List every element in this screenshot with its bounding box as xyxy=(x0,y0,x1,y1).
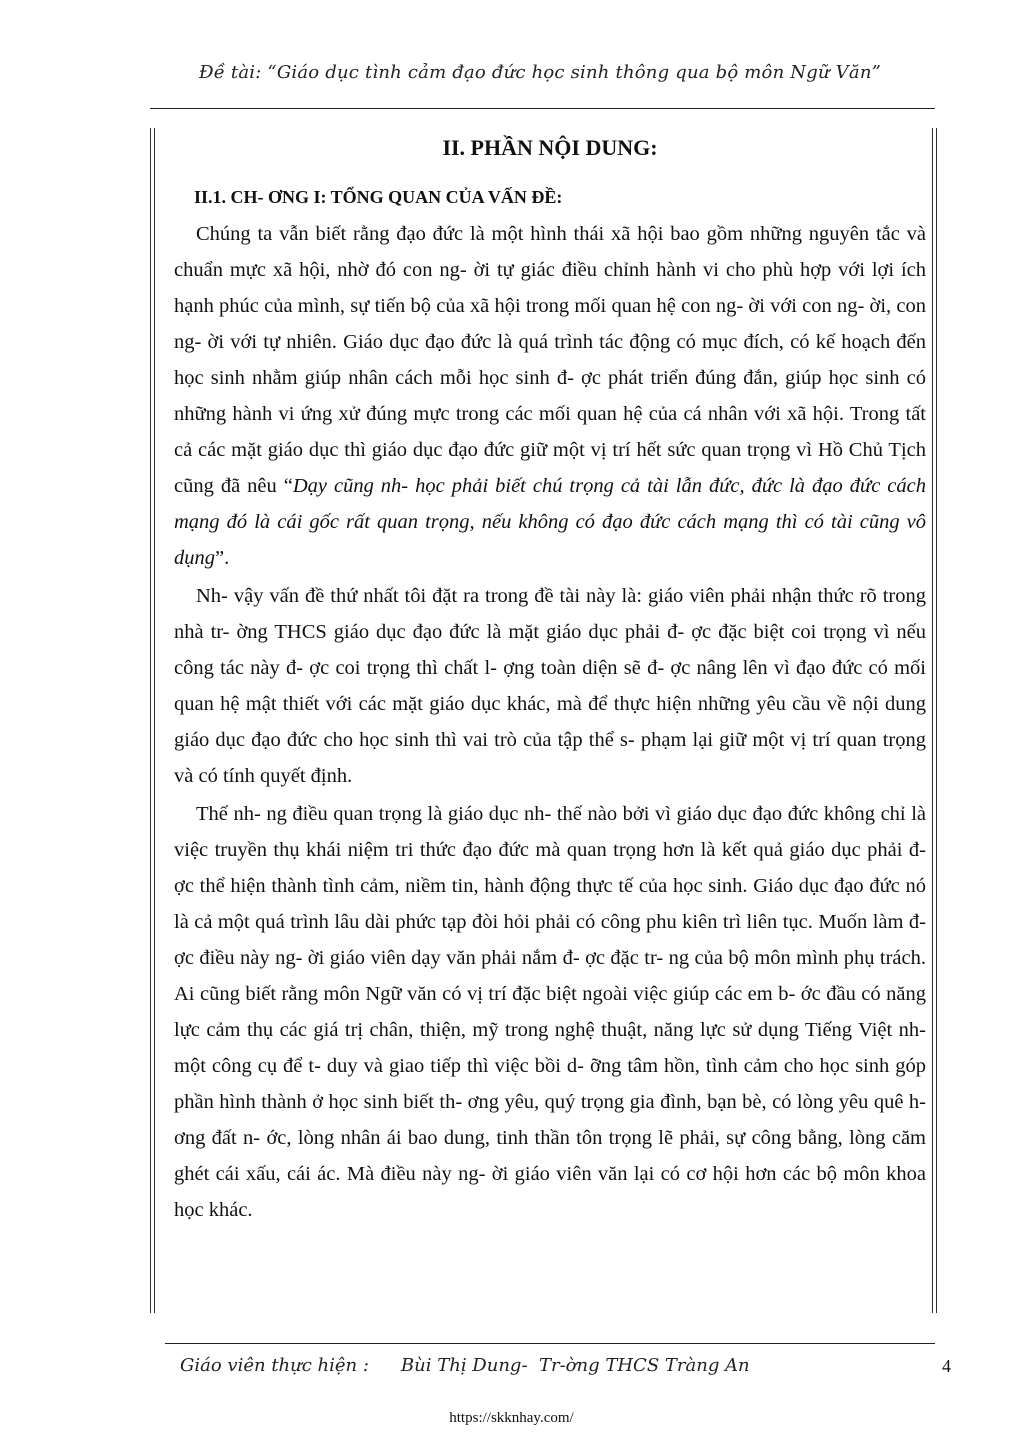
ho-chi-minh-quote: Dạy cũng nh- học phải biết chú trọng cả tài lẫn đức, đức là đạo đức cách mạng đó là cái gốc rất quan trọng, nếu không có đạo đức cách mạng thì có tài cũng vô dụng xyxy=(174,475,926,569)
section-title: II. PHẦN NỘI DUNG: xyxy=(442,135,658,160)
header-divider xyxy=(150,108,935,109)
teacher-name: Bùi Thị Dung- xyxy=(400,1355,528,1376)
paragraph-1 xyxy=(174,216,926,576)
paragraph-1-end: ”. xyxy=(215,547,230,569)
footer-divider xyxy=(165,1343,935,1344)
page-content xyxy=(174,128,926,1228)
teacher-label: Giáo viên thực hiện : xyxy=(180,1355,369,1376)
paragraph-2: Nh- vậy vấn đề thứ nhất tôi đặt ra trong đề tài này là: giáo viên phải nhận thức rõ trong nhà tr- ờng THCS giáo dục đạo đức là mặt giáo dục phải đ- ợc đặc biệt coi trọng vì nếu công tác này đ- ợc coi trọng thì chất l- ợng toàn diện sẽ đ- ợc nâng lên vì đạo đức có mối quan hệ mật thiết với các mặt giáo dục khác, mà để thực hiện những yêu cầu về nội dung giáo dục đạo đức cho học sinh thì vai trò của tập thể s- phạm lại giữ một vị trí quan trọng và có tính quyết định. xyxy=(174,585,926,787)
paragraph-3: Thế nh- ng điều quan trọng là giáo dục nh- thế nào bởi vì giáo dục đạo đức không chỉ là việc truyền thụ khái niệm tri thức đạo đức mà quan trọng hơn là kết quả giáo dục phải đ- ợc thể hiện thành tình cảm, niềm tin, hành động thực tế của học sinh. Giáo dục đạo đức nó là cả một quá trình lâu dài phức tạp đòi hỏi phải có công phu kiên trì liên tục. Muốn làm đ- ợc điều này ng- ời giáo viên dạy văn phải nắm đ- ợc đặc tr- ng của bộ môn mình phụ trách. Ai cũng biết rằng môn Ngữ văn có vị trí đặc biệt ngoài việc giúp các em b- ớc đầu có năng lực cảm thụ các giá trị chân, thiện, mỹ trong nghệ thuật, năng lực sử dụng Tiếng Việt nh- một công cụ để t- duy và giao tiếp thì việc bồi d- ỡng tâm hồn, tình cảm cho học sinh góp phần hình thành ở học sinh biết th- ơng yêu, quý trọng gia đình, bạn bè, có lòng yêu quê h- ơng đất n- ớc, lòng nhân ái bao dung, tinh thần tôn trọng lẽ phải, sự công bằng, lòng căm ghét cái xấu, cái ác. Mà điều này ng- ời giáo viên văn lại có cơ hội hơn các bộ môn khoa học khác. xyxy=(174,803,926,1221)
page-number: 4 xyxy=(942,1356,951,1376)
right-border xyxy=(932,128,937,1313)
paragraph-1-text: Chúng ta vẫn biết rằng đạo đức là một hình thái xã hội bao gồm những nguyên tắc và chuẩn mực xã hội, nhờ đó con ng- ời tự giác điều chỉnh hành vi cho phù hợp với lợi ích hạnh phúc của mình, sự tiến bộ của xã hội trong mối quan hệ con ng- ời với con ng- ời, con ng- ời với tự nhiên. Giáo dục đạo đức là quá trình tác động có mục đích, có kế hoạch đến học sinh nhằm giúp nhân cách mỗi học sinh đ- ợc phát triển đúng đắn, giúp học sinh có những hành vi ứng xử đúng mực trong các mối quan hệ của cá nhân với xã hội. Trong tất cả các mặt giáo dục thì giáo dục đạo đức giữ một vị trí hết sức quan trọng vì Hồ Chủ Tịch cũng đã nêu “ xyxy=(174,223,926,497)
document-footer xyxy=(180,1355,750,1376)
source-url[interactable]: https://skknhay.com/ xyxy=(449,1410,574,1426)
chapter-title: II.1. CH- ƠNG I: TỔNG QUAN CỦA VẤN ĐỀ: xyxy=(194,187,563,207)
left-border xyxy=(150,128,155,1313)
document-header: Đề tài: “Giáo dục tình cảm đạo đức học sinh thông qua bộ môn Ngữ Văn” xyxy=(198,62,882,83)
school-name: Tr-ờng THCS Tràng An xyxy=(538,1355,750,1376)
